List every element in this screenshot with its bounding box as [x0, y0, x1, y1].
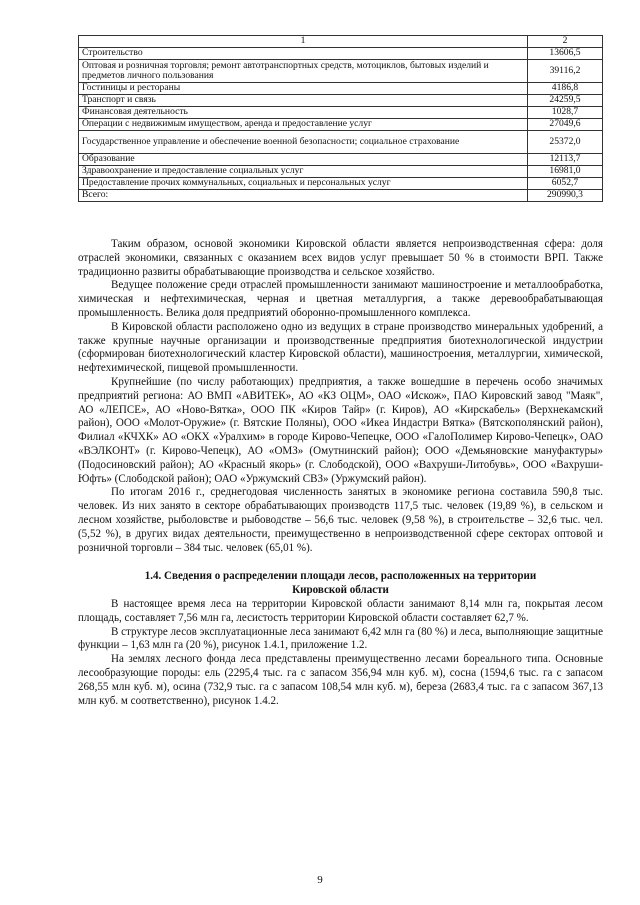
table-row-value: 25372,0 [528, 131, 603, 154]
paragraph: На землях лесного фонда леса представлены преимущественно лесами бореального типа. Основные лесообразующие породы: ель (2295,4 тыс. га с запасом 356,94 млн куб. м), сосна (1594,6 тыс. га с запасом 268,55 млн куб. м), осина (732,9 тыс. га с запасом 108,54 млн куб. м), береза (2683,4 тыс. га с запасом 367,13 млн куб. м соответственно), рисунок 1.4.2. [78, 653, 603, 707]
table-row-value: 6052,7 [528, 178, 603, 190]
table-row [79, 166, 603, 178]
table-row-label: Государственное управление и обеспечение военной безопасности; социальное страхование [79, 131, 528, 154]
table-row [79, 60, 603, 83]
paragraph: Ведущее положение среди отраслей промышленности занимают машиностроение и металлообработка, химическая и нефтехимическая, черная и цветная металлургия, а также деревообрабатывающая промышленность. Велика доля предприятий оборонно-промышленного комплекса. [78, 279, 603, 319]
table-total-row [79, 190, 603, 202]
table-row-value: 39116,2 [528, 60, 603, 83]
table-total-value: 290990,3 [528, 190, 603, 202]
table-header-row [79, 36, 603, 48]
table-row-value: 27049,6 [528, 119, 603, 131]
table-row-value: 16981,0 [528, 166, 603, 178]
table-row [79, 83, 603, 95]
table-row-label: Образование [79, 154, 528, 166]
table-total-label: Всего: [79, 190, 528, 202]
table-header-cell: 2 [528, 36, 603, 48]
paragraph: Крупнейшие (по числу работающих) предприятия, а также вошедшие в перечень особо значимых предприятий региона: АО ВМП «АВИТЕК», АО «КЗ ОЦМ», ОАО «Искож», ПАО Кировский завод "Маяк", АО «ЛЕПСЕ», АО «Ново-Вятка», ООО ПК «Киров Тайр» (г. Киров), АО «Кирскабель» (Верхнекамский район), ООО «Молот-Оружие» (г. Вятские Поляны), ООО «Икеа Индастри Вятка» (Вятскополянский район), Филиал «КЧХК» АО «ОКХ «Уралхим» в городе Кирово-Чепецке, ООО «ГалоПолимер Кирово-Чепецк», ОАО «ВЭЛКОНТ» (г. Кирово-Чепецк), АО «ОМЗ» (Омутнинский район); ООО «Демьяновские мануфактуры» (Подосиновский район); АО «Красный якорь» (г. Слободской), ООО «Вахруши-Литобувь», ООО «Вахруши-Юфть» (Слободской район); ОАО «Уржумский СВЗ» (Уржумский район). [78, 375, 603, 485]
table-header-cell: 1 [79, 36, 528, 48]
paragraph: По итогам 2016 г., среднегодовая численность занятых в экономике региона составила 590,8 тыс. человек. Из них занято в секторе обрабатывающих производств 117,5 тыс. человек (19,89 %), в сельском и лесном хозяйстве, рыболовстве и рыбоводстве – 56,6 тыс. человек (9,58 %), в строительстве – 32,6 тыс. чел. (5,52 %), в других видах деятельности, преимущественно в непроизводственной сфере секторах оптовой и розничной торговли – 384 тыс. человек (65,01 %). [78, 486, 603, 554]
table-row [79, 178, 603, 190]
page-number: 9 [317, 874, 323, 886]
table-row-value: 1028,7 [528, 107, 603, 119]
table-row-label: Строительство [79, 48, 528, 60]
table-row-label: Транспорт и связь [79, 95, 528, 107]
paragraph: Таким образом, основой экономики Кировской области является непроизводственная сфера: доля отраслей экономики, связанных с оказанием всех видов услуг превышает 50 % в стоимости ВРП. Также традиционно развиты обрабатывающие производства и сельское хозяйство. [78, 238, 603, 278]
gva-table [78, 35, 603, 202]
paragraph: В Кировской области расположено одно из ведущих в стране производство минеральных удобрений, а также крупные научные организации и производственные предприятия биотехнологической индустрии (сформирован биотехнологический кластер Кировской области), машиностроения, металлургии, химической, нефтехимической, пищевой промышленности. [78, 320, 603, 375]
table-row-label: Оптовая и розничная торговля; ремонт автотранспортных средств, мотоциклов, бытовых изделий и предметов личного пользования [79, 60, 528, 83]
table-row [79, 48, 603, 60]
body-text [78, 238, 603, 708]
table-row-label: Предоставление прочих коммунальных, социальных и персональных услуг [79, 178, 528, 190]
table-row-value: 24259,5 [528, 95, 603, 107]
table-row [79, 95, 603, 107]
table-row [79, 119, 603, 131]
section-heading: 1.4. Сведения о распределении площади лесов, расположенных на территории Кировской области [144, 570, 537, 597]
paragraph: В структуре лесов эксплуатационные леса занимают 6,42 млн га (80 %) и леса, выполняющие защитные функции – 1,63 млн га (20 %), рисунок 1.4.1, приложение 1.2. [78, 625, 603, 652]
table-row [79, 154, 603, 166]
table-row [79, 107, 603, 119]
table-row-value: 13606,5 [528, 48, 603, 60]
table-row [79, 131, 603, 154]
paragraph: В настоящее время леса на территории Кировской области занимают 8,14 млн га, покрытая лесом площадь, составляет 7,56 млн га, лесистость территории Кировской области составляет 62,7 %. [78, 597, 603, 624]
table-row-label: Гостиницы и рестораны [79, 83, 528, 95]
table-row-label: Здравоохранение и предоставление социальных услуг [79, 166, 528, 178]
table-row-value: 12113,7 [528, 154, 603, 166]
table-row-label: Финансовая деятельность [79, 107, 528, 119]
table-row-label: Операции с недвижимым имуществом, аренда и предоставление услуг [79, 119, 528, 131]
table-row-value: 4186,8 [528, 83, 603, 95]
